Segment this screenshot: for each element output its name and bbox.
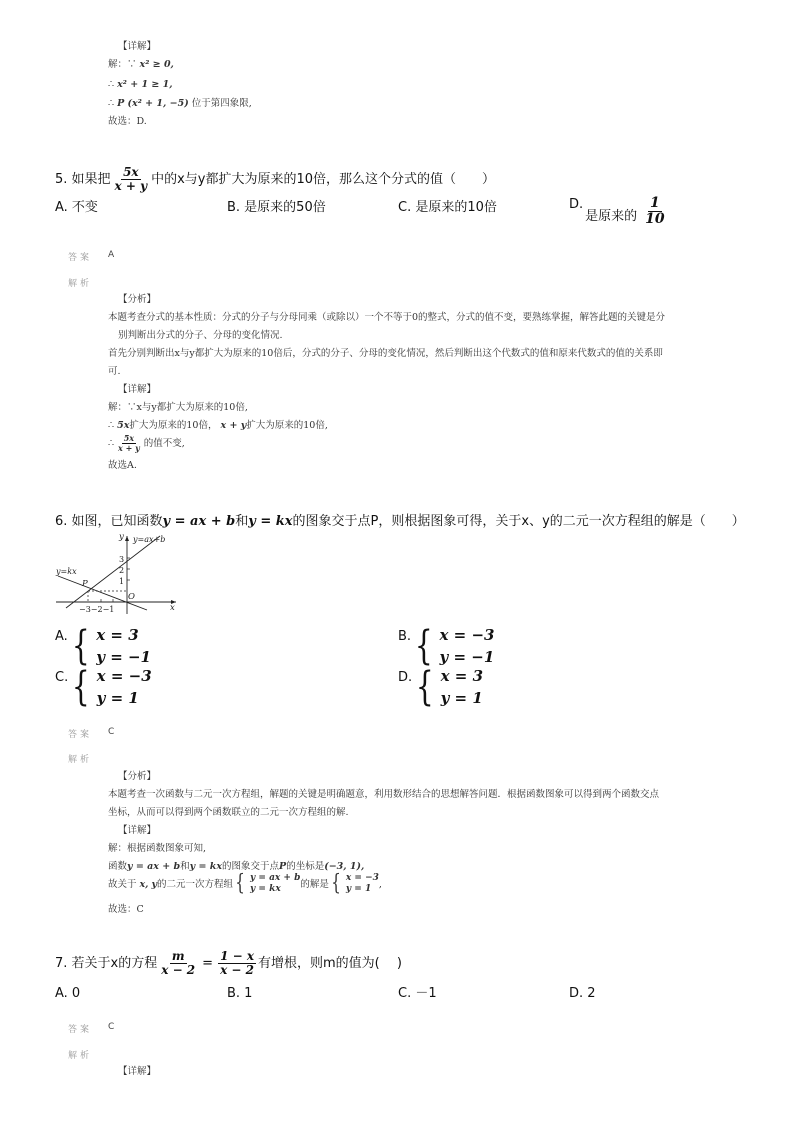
y-tick-label: 2 [119, 566, 125, 575]
label-y-axis: y [119, 532, 124, 542]
analysis-label: 解析 [68, 1051, 93, 1061]
text: 的图象交于点 [222, 861, 280, 872]
text: ∴ [108, 420, 115, 431]
equation: y = ax + b [250, 873, 301, 883]
answer-label: 答案 [68, 253, 93, 263]
q5-stem [55, 166, 495, 193]
system-rows [346, 873, 379, 895]
denominator: x − 2 [220, 963, 254, 978]
equation-system [68, 665, 151, 709]
y-axis-arrow [125, 536, 129, 541]
math-expression: 5x [117, 420, 130, 431]
numerator: 5x [123, 165, 139, 179]
q5-suffix: 中的x与y都扩大为原来的10倍，那么这个分式的值（ ） [151, 171, 496, 187]
equation: x = 3 [440, 667, 484, 685]
math-expression: P [279, 861, 287, 872]
q5-fenxi-line: 首先分别判断出x与y都扩大为原来的10倍后，分式的分子、分母的变化情况，然后判断出这个代数式的值和原来代数式的值的关系即 [108, 348, 663, 359]
q6-xiangjie-line: 解：根据函数图象可知, [108, 843, 207, 854]
answer-label: 答案 [68, 730, 93, 740]
section-label-xiangjie: 【详解】 [118, 41, 157, 52]
label-line-kx: y=kx [56, 567, 77, 576]
equation-system [233, 873, 300, 895]
label-origin: O [128, 592, 135, 602]
option-letter: D. [569, 197, 584, 212]
section-label-fenxi: 【分析】 [118, 294, 157, 305]
q6-option-a[interactable] [55, 624, 151, 668]
brace: { [414, 623, 433, 669]
equation: x = −3 [96, 667, 152, 685]
q6-xiangjie-line: 故关于 x, y 的二元一次方程组 { y = ax + b y = kx 的解是 { x = −3 y = 1 , [108, 871, 382, 896]
math-expression: y = ax + b [162, 514, 236, 529]
equation: y = 1 [440, 689, 483, 707]
q7-option-b[interactable]: B. 1 [227, 986, 253, 1001]
equation: x = 3 [96, 626, 139, 644]
brace: { [71, 623, 90, 669]
q6-fenxi-line: 本题考查一次函数与二元一次方程组，解题的关键是明确题意，利用数形结合的思想解答问题．根据函数图象可以得到两个函数交点 [108, 789, 660, 800]
q6-function-graph [52, 532, 182, 616]
option-text: 是原来的 [585, 208, 638, 224]
numerator: 1 [650, 195, 660, 211]
denominator: 10 [645, 211, 665, 228]
x-tick-labels: −3−2−1 [79, 605, 115, 614]
numerator: 1 − x [220, 949, 254, 963]
q6-option-c[interactable] [55, 665, 152, 709]
q4-line-1 [108, 58, 174, 71]
label-line-ax-plus-b: y=ax+b [133, 535, 166, 544]
brace: { [235, 871, 245, 896]
q5-option-a[interactable]: A. 不变 [55, 200, 98, 215]
q6-xiangjie-line: 故选：C [108, 904, 144, 915]
q5-xiangjie-line: 故选A. [108, 460, 137, 471]
analysis-label: 解析 [68, 279, 93, 289]
math-expression: y [151, 878, 158, 890]
q5-xiangjie-line [108, 419, 328, 432]
option-letter: B. [398, 629, 412, 644]
system-rows [441, 665, 483, 709]
section-label-xiangjie: 【详解】 [118, 825, 157, 836]
answer-value: A [108, 250, 115, 260]
math-expression: x + y [220, 420, 247, 431]
q7-option-a[interactable]: A. 0 [55, 986, 81, 1001]
q7-stem [55, 950, 402, 977]
q7-option-c[interactable]: C. －1 [398, 986, 437, 1001]
equation: y = 1 [96, 689, 139, 707]
option-fraction [643, 196, 666, 228]
text: 扩大为原来的10倍, [246, 420, 328, 431]
q5-fenxi-line: 可. [108, 366, 121, 377]
text: 的值不变, [143, 437, 185, 449]
q4-line-3 [108, 97, 252, 110]
math-expression: y = kx [248, 514, 293, 529]
text: 解：∵ [108, 59, 137, 70]
q7-suffix: 有增根，则m的值为( ) [257, 955, 402, 971]
text: 的二元一次方程组 [157, 878, 234, 890]
q5-fenxi-line: 别判断出分式的分子、分母的变化情况. [118, 330, 283, 341]
text: 的坐标是 [286, 861, 325, 872]
math-expression: y = kx [189, 861, 223, 872]
q5-fenxi-line: 本题考查分式的基本性质：分式的分子与分母同乘（或除以）一个不等于0的整式，分式的值不变，要熟练掌握，解答此题的关键是分 [108, 312, 666, 323]
text: 故关于 [108, 878, 137, 890]
denominator: x + y [114, 179, 148, 194]
brace: { [331, 871, 341, 896]
equation-system [411, 624, 494, 668]
label-point-p: P [82, 579, 88, 589]
math-expression: x² + 1 ≥ 1, [117, 79, 173, 90]
text: ∴ [108, 437, 115, 449]
q4-line-2 [108, 78, 173, 91]
text: ∴ [108, 98, 115, 109]
system-rows [440, 624, 495, 668]
brace: { [72, 664, 90, 710]
q6-stem [55, 513, 745, 531]
denominator: x − 2 [161, 963, 196, 978]
math-expression: (−3, 1), [324, 861, 365, 872]
q5-xiangjie-line: 解：∵x与y都扩大为原来的10倍, [108, 402, 248, 413]
answer-value: C [108, 727, 115, 737]
text: 的解是 [300, 878, 329, 890]
math-expression: x, [139, 878, 149, 890]
system-rows [97, 665, 152, 709]
q7-fraction-right [218, 950, 256, 977]
q6-option-d[interactable] [398, 665, 483, 709]
q4-line-4: 故选：D. [108, 116, 147, 127]
system-rows [250, 873, 300, 895]
equation: y = kx [250, 884, 281, 894]
q5-option-c[interactable]: C. 是原来的10倍 [398, 200, 497, 215]
text: 扩大为原来的10倍， [129, 420, 218, 431]
q5-fraction [113, 166, 150, 193]
system-rows [96, 624, 151, 668]
y-tick-label: 3 [119, 555, 125, 564]
q6-fenxi-line: 坐标，从而可以得到两个函数联立的二元一次方程组的解. [108, 807, 349, 818]
math-expression: y = ax + b [127, 861, 181, 872]
text: 和 [180, 861, 190, 872]
option-letter: C. [55, 670, 69, 685]
equation: y = 1 [345, 884, 372, 894]
equation: y = −1 [439, 648, 495, 666]
text: 函数 [108, 861, 128, 872]
equation: y = −1 [96, 648, 151, 666]
equation-system [329, 873, 379, 895]
equation-system [412, 665, 483, 709]
text: ∴ [108, 79, 115, 90]
label-x-axis: x [170, 603, 175, 613]
section-label-fenxi: 【分析】 [118, 771, 157, 782]
answer-value: C [108, 1022, 115, 1032]
equation: x = −3 [439, 626, 495, 644]
equation-system [68, 624, 151, 668]
y-tick-label: 1 [119, 577, 125, 586]
q7-prefix: 7. 若关于x的方程 [55, 955, 158, 971]
numerator: m [171, 949, 185, 963]
option-letter: D. [398, 670, 413, 685]
equals-sign: = [202, 955, 214, 971]
analysis-label: 解析 [68, 755, 93, 765]
section-label-xiangjie: 【详解】 [118, 1066, 157, 1077]
denominator: x + y [118, 442, 140, 453]
q6-prefix: 6. 如图，已知函数 [55, 514, 163, 529]
answer-label: 答案 [68, 1025, 93, 1035]
text: 和 [235, 514, 249, 529]
q6-suffix: 的图象交于点P，则根据图象可得，关于x、y的二元一次方程组的解是（ ） [292, 514, 745, 529]
math-expression: P (x² + 1, −5) [117, 98, 189, 109]
q5-prefix: 5. 如果把 [55, 171, 111, 187]
q5-option-b[interactable]: B. 是原来的50倍 [227, 200, 326, 215]
fraction [116, 434, 142, 453]
math-expression: x² ≥ 0, [139, 59, 174, 70]
q7-option-d[interactable]: D. 2 [569, 986, 596, 1001]
q5-xiangjie-line [108, 434, 185, 453]
equation: x = −3 [345, 873, 379, 883]
text: 位于第四象限, [191, 98, 252, 109]
option-letter: A. [55, 629, 68, 644]
section-label-xiangjie: 【详解】 [118, 384, 157, 395]
q6-option-b[interactable] [398, 624, 494, 668]
q5-option-d[interactable] [569, 196, 669, 228]
brace: { [415, 664, 434, 710]
numerator: 5x [123, 433, 135, 443]
q7-fraction-left [159, 950, 197, 977]
